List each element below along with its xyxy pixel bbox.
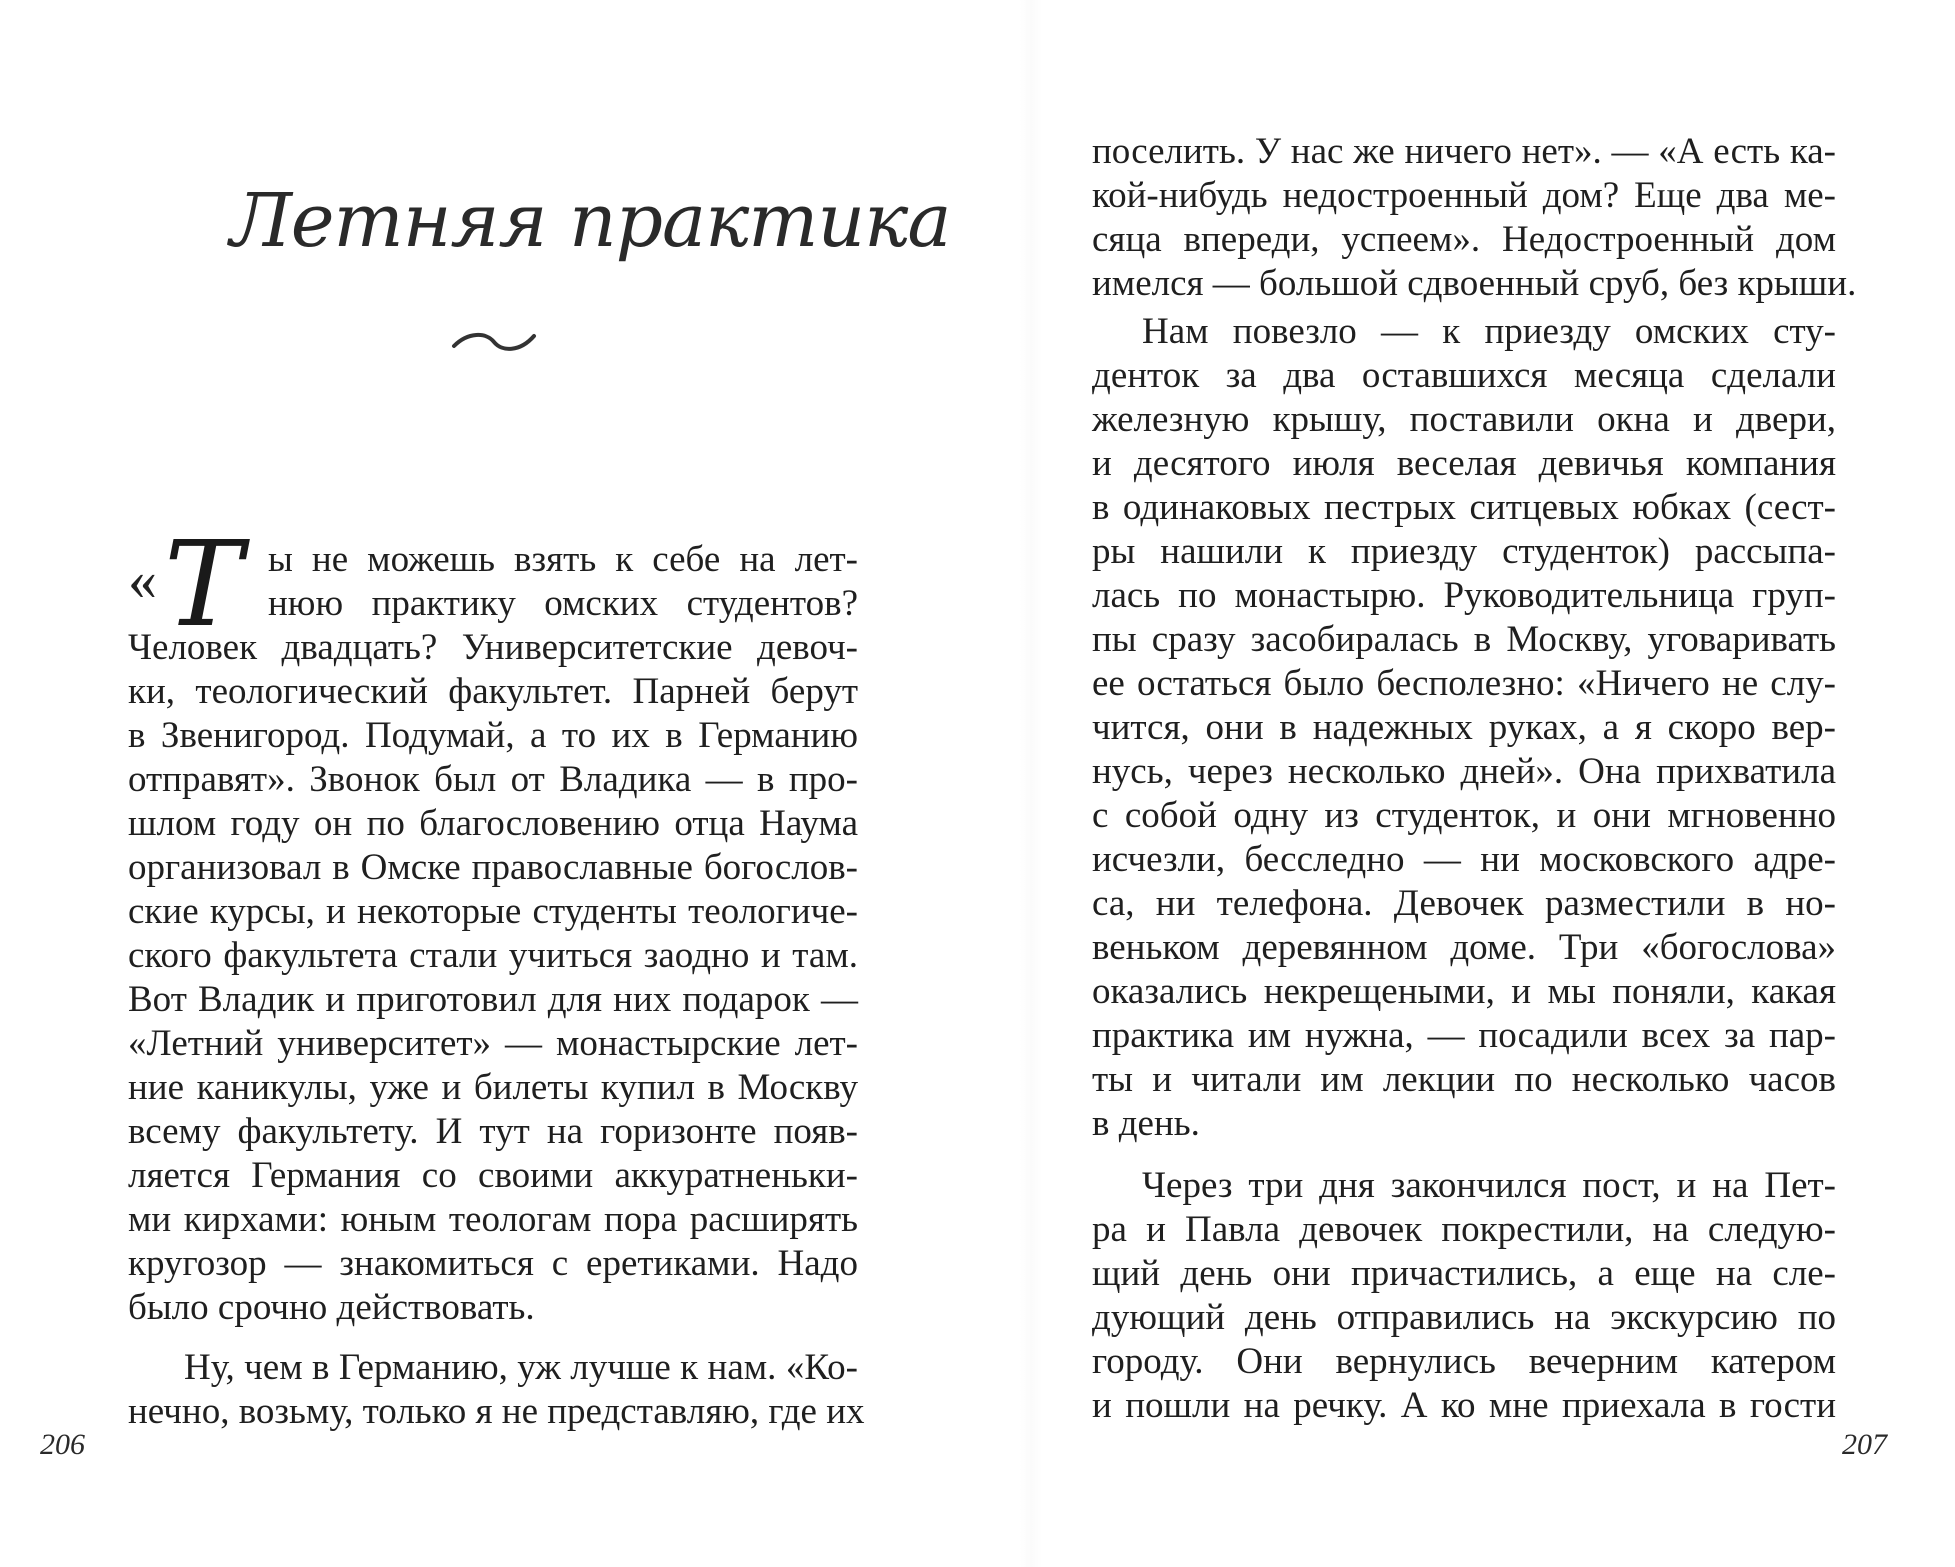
- text-line: имелся — большой сдвоенный сруб, без крыши.: [1092, 263, 1857, 304]
- text-line: Через три дня закончился пост, и на Пет-: [1142, 1165, 1836, 1206]
- drop-cap-block: [128, 515, 268, 653]
- text-line: чится, они в надежных руках, а я скоро вер-: [1092, 707, 1836, 748]
- chapter-title: Летняя практика: [230, 178, 951, 264]
- text-line: дующий день отправились на экскурсию по: [1092, 1297, 1836, 1338]
- text-line: в день.: [1092, 1103, 1200, 1144]
- text-line: ского факультета стали учиться заодно и там.: [128, 935, 858, 976]
- text-line: Нам повезло — к приезду омских сту-: [1142, 311, 1836, 352]
- text-line: городу. Они вернулись вечерним катером: [1092, 1341, 1836, 1382]
- text-line: са, ни телефона. Девочек разместили в но-: [1092, 883, 1836, 924]
- text-line: железную крышу, поставили окна и двери,: [1092, 399, 1836, 440]
- text-line: всему факультету. И тут на горизонте появ-: [128, 1111, 858, 1152]
- text-line: «Летний университет» — монастырские лет-: [128, 1023, 858, 1064]
- text-line: с собой одну из студенток, и они мгновенно: [1092, 795, 1836, 836]
- text-line: сяца впереди, успеем». Недостроенный дом: [1092, 219, 1836, 260]
- text-line: кой-нибудь недостроенный дом? Еще два ме-: [1092, 175, 1836, 216]
- text-line: было срочно действовать.: [128, 1287, 535, 1328]
- text-line: ляется Германия со своими аккуратненьки-: [128, 1155, 858, 1196]
- text-line: в одинаковых пестрых ситцевых юбках (сест-: [1092, 487, 1836, 528]
- text-line: шлом году он по благословению отца Наума: [128, 803, 858, 844]
- text-line: ы не можешь взять к себе на лет-: [268, 539, 858, 580]
- page-number-left: 206: [40, 1428, 85, 1461]
- text-line: и десятого июля веселая девичья компания: [1092, 443, 1836, 484]
- text-line: Вот Владик и приготовил для них подарок —: [128, 979, 858, 1020]
- text-line: ты и читали им лекции по несколько часов: [1092, 1059, 1836, 1100]
- text-line: кругозор — знакомиться с еретиками. Надо: [128, 1243, 858, 1284]
- drop-cap: Т: [164, 515, 243, 653]
- text-line: нечно, возьму, только я не представляю, где их: [128, 1391, 865, 1432]
- text-line: денток за два оставшихся месяца сделали: [1092, 355, 1836, 396]
- text-line: Ну, чем в Германию, уж лучше к нам. «Ко-: [184, 1347, 858, 1388]
- right-page: [1030, 0, 1955, 1567]
- opening-quote: «: [128, 547, 157, 612]
- text-line: в Звенигород. Подумай, а то их в Германию: [128, 715, 858, 756]
- text-line: ры нашили к приезду студенток) рассыпа-: [1092, 531, 1836, 572]
- text-line: ра и Павла девочек покрестили, на следую-: [1092, 1209, 1836, 1250]
- text-line: лась по монастырю. Руководительница груп-: [1092, 575, 1836, 616]
- text-line: ее остаться было бесполезно: «Ничего не слу-: [1092, 663, 1836, 704]
- swash-ornament-icon: [448, 328, 538, 356]
- text-line: оказались некрещеными, и мы поняли, какая: [1092, 971, 1836, 1012]
- text-line: ские курсы, и некоторые студенты теологиче-: [128, 891, 858, 932]
- text-line: исчезли, бесследно — ни московского адре-: [1092, 839, 1836, 880]
- text-line: нусь, через несколько дней». Она прихватила: [1092, 751, 1836, 792]
- text-line: ми кирхами: юным теологам пора расширять: [128, 1199, 858, 1240]
- text-line: организовал в Омске православные богослов-: [128, 847, 858, 888]
- text-line: поселить. У нас же ничего нет». — «А есть ка-: [1092, 131, 1836, 172]
- text-line: отправят». Звонок был от Владика — в про-: [128, 759, 858, 800]
- text-line: нюю практику омских студентов?: [268, 583, 858, 624]
- text-line: Человек двадцать? Университетские девоч-: [128, 627, 858, 668]
- page-number-right: 207: [1842, 1428, 1887, 1461]
- text-line: пы сразу засобиралась в Москву, уговаривать: [1092, 619, 1836, 660]
- text-line: ки, теологический факультет. Парней берут: [128, 671, 858, 712]
- text-line: ние каникулы, уже и билеты купил в Москву: [128, 1067, 858, 1108]
- text-line: веньком деревянном доме. Три «богослова»: [1092, 927, 1836, 968]
- text-line: щий день они причастились, а еще на сле-: [1092, 1253, 1836, 1294]
- text-line: и пошли на речку. А ко мне приехала в гости: [1092, 1385, 1836, 1426]
- text-line: практика им нужна, — посадили всех за пар-: [1092, 1015, 1836, 1056]
